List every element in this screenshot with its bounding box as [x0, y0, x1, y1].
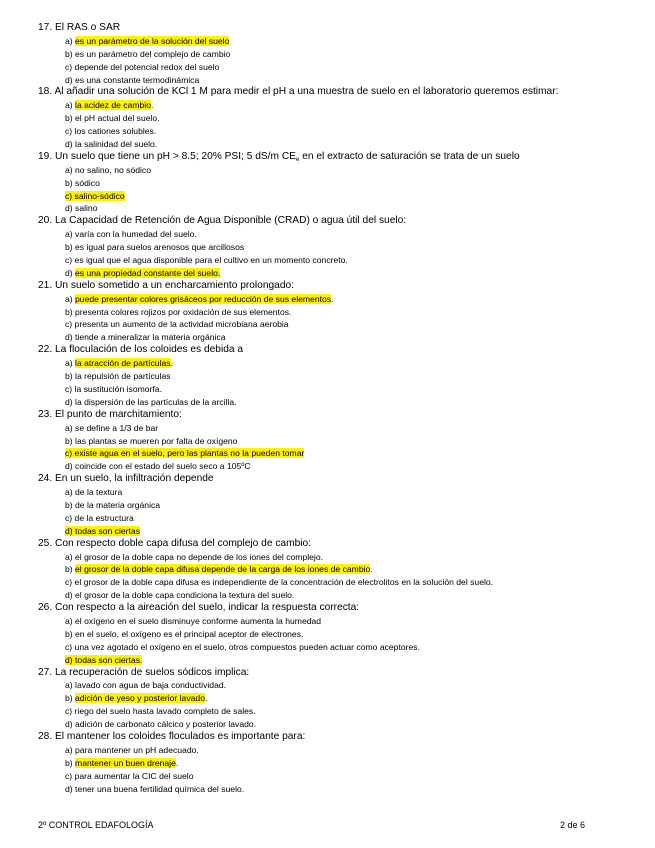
question-number: 23.: [38, 408, 53, 420]
option-letter: d): [65, 203, 76, 214]
answer-option: [38, 35, 638, 48]
option-letter: c): [65, 577, 75, 588]
option-letter: b): [65, 113, 76, 124]
answer-option: [38, 641, 638, 654]
option-text: de la estructura: [74, 512, 134, 523]
question-text: La Capacidad de Retención de Agua Disponible (CRAD) o agua útil del suelo:: [55, 215, 407, 227]
option-letter: a): [65, 100, 76, 111]
option-letter: c): [65, 319, 75, 330]
option-text: presenta colores rojizos por oxidación de sus elementos.: [75, 306, 292, 317]
question-20: [38, 215, 638, 279]
option-letter: a): [65, 487, 76, 498]
highlighted-correct-answer: d) todas son ciertas.: [65, 654, 143, 665]
option-letter: b): [65, 693, 76, 704]
option-text: para aumentar la CIC del suelo: [74, 770, 194, 781]
option-letter: c): [65, 641, 75, 652]
answer-option: [38, 435, 638, 448]
option-text: depende del potencial redox del suelo: [74, 61, 220, 72]
answer-option: [38, 112, 638, 125]
question-heading: [38, 409, 638, 422]
option-trailing-text: .: [170, 358, 173, 369]
question-23: [38, 409, 638, 473]
option-text: el pH actual del suelo.: [75, 113, 160, 124]
answer-option: [38, 628, 638, 641]
answer-option: [38, 757, 638, 770]
question-heading: [38, 667, 638, 680]
answer-option: [38, 383, 638, 396]
option-text: adición de carbonato cálcico y posterior lavado.: [75, 719, 257, 730]
highlighted-correct-answer: adición de yeso y posterior lavado: [75, 693, 205, 704]
answer-option: [38, 770, 638, 783]
question-heading: [38, 602, 638, 615]
option-letter: d): [65, 590, 76, 601]
answer-option: [38, 589, 638, 602]
answer-option: [38, 705, 638, 718]
question-text: Con respecto doble capa difusa del complejo de cambio:: [55, 537, 311, 549]
option-letter: b): [65, 371, 76, 382]
option-letter: a): [65, 744, 76, 755]
footer-course-title: 2º CONTROL EDAFOLOGÍA: [38, 820, 154, 830]
option-letter: d): [65, 74, 76, 85]
question-number: 25.: [38, 537, 53, 549]
question-28: [38, 731, 638, 795]
option-letter: d): [65, 783, 76, 794]
option-letter: b): [65, 306, 76, 317]
question-text-continued: en el extracto de saturación se trata de un suelo: [299, 150, 520, 162]
answer-option: [38, 422, 638, 435]
answer-option: [38, 692, 638, 705]
option-text: es un parámetro del complejo de cambio: [75, 48, 231, 59]
option-letter: d): [65, 332, 76, 343]
question-number: 22.: [38, 344, 53, 356]
option-letter: c): [65, 383, 75, 394]
option-letter: a): [65, 229, 76, 240]
option-text: de la materia orgánica: [75, 499, 161, 510]
option-text: de la textura: [75, 487, 123, 498]
question-list: [38, 22, 638, 795]
option-text: las plantas se mueren por falta de oxígeno: [75, 435, 238, 446]
question-17: [38, 22, 638, 86]
option-letter: b): [65, 177, 76, 188]
answer-option: [38, 254, 638, 267]
option-text: salino: [75, 203, 98, 214]
option-trailing-text: .: [370, 564, 373, 575]
option-text: presenta un aumento de la actividad microbiana aerobia: [74, 319, 289, 330]
question-25: [38, 538, 638, 602]
highlighted-correct-answer: c) salino-sódico: [65, 190, 125, 201]
answer-option: [38, 370, 638, 383]
option-text: la salinidad del suelo.: [75, 139, 158, 150]
option-letter: b): [65, 435, 76, 446]
option-text: riego del suelo hasta lavado completo de sales.: [74, 706, 256, 717]
option-letter: c): [65, 770, 75, 781]
answer-option: [38, 563, 638, 576]
question-text: El RAS o SAR: [55, 22, 121, 33]
answer-option: [38, 293, 638, 306]
answer-option: [38, 125, 638, 138]
option-text: es una constante termodinámica: [75, 74, 200, 85]
question-heading: [38, 473, 638, 486]
option-letter: b): [65, 48, 76, 59]
option-text: la sustitución isomorfa.: [74, 383, 162, 394]
option-letter: a): [65, 293, 76, 304]
option-text: no salino, no sódico: [75, 164, 151, 175]
footer-page-number: 2 de 6: [559, 820, 585, 830]
answer-option: [38, 267, 638, 280]
answer-option: [38, 48, 638, 61]
option-letter: d): [65, 396, 76, 407]
question-number: 21.: [38, 279, 53, 291]
answer-option: [38, 679, 638, 692]
option-text: los cationes solubles.: [74, 126, 157, 137]
option-text: varía con la humedad del suelo.: [75, 229, 197, 240]
answer-option: [38, 357, 638, 370]
question-text: En un suelo, la infiltración depende: [55, 473, 214, 485]
question-text: Un suelo sometido a un encharcamiento prolongado:: [55, 279, 295, 291]
option-letter: c): [65, 512, 75, 523]
option-letter: d): [65, 139, 76, 150]
option-text: la repulsión de partículas: [75, 371, 171, 382]
option-letter: c): [65, 61, 75, 72]
option-text: lavado con agua de baja conductividad.: [75, 680, 227, 691]
answer-option: [38, 241, 638, 254]
highlighted-correct-answer: d) todas son ciertas: [65, 525, 140, 536]
question-number: 24.: [38, 473, 53, 485]
option-trailing-text: .: [175, 757, 179, 768]
answer-option: [38, 331, 638, 344]
option-text: sódico: [75, 177, 100, 188]
answer-option: [38, 486, 638, 499]
answer-option: [38, 138, 638, 151]
answer-option: [38, 460, 638, 473]
answer-option: [38, 718, 638, 731]
option-trailing-text: .: [331, 293, 334, 304]
answer-option: [38, 164, 638, 177]
option-text: es igual que el agua disponible para el cultivo en un momento concreto.: [74, 255, 348, 266]
option-text: el oxígeno en el suelo disminuye conforme aumenta la humedad: [75, 615, 322, 626]
question-21: [38, 280, 638, 344]
question-text: Con respecto a la aireación del suelo, indicar la respuesta correcta:: [55, 602, 360, 614]
answer-option: [38, 190, 638, 203]
answer-option: [38, 99, 638, 112]
question-24: [38, 473, 638, 537]
highlighted-correct-answer: es un parámetro de la solución del suelo: [75, 35, 230, 46]
option-text: se define a 1/3 de bar: [75, 422, 159, 433]
option-letter: c): [65, 126, 75, 137]
question-number: 18.: [38, 86, 53, 98]
option-letter: a): [65, 551, 76, 562]
question-heading: [38, 280, 638, 293]
option-text: el grosor de la doble capa no depende de los iones del complejo.: [75, 551, 323, 562]
question-heading: [38, 731, 638, 744]
question-number: 28.: [38, 730, 53, 742]
highlighted-correct-answer: la acidez de cambio: [75, 100, 151, 111]
question-heading: [38, 215, 638, 228]
option-text: para mantener un pH adecuado.: [75, 744, 199, 755]
answer-option: [38, 615, 638, 628]
answer-option: [38, 576, 638, 589]
question-subscript: e: [295, 156, 300, 163]
option-text: una vez agotado el oxígeno en el suelo, otros compuestos pueden actuar como aceptores.: [74, 641, 420, 652]
question-text: La floculación de los coloides es debida a: [55, 344, 244, 356]
option-text: es igual para suelos arenosos que arcillosos: [75, 242, 245, 253]
highlighted-correct-answer: la atracción de partículas: [75, 358, 171, 369]
highlighted-correct-answer: mantener un buen drenaje: [75, 757, 176, 768]
option-text: el grosor de la doble capa condiciona la textura del suelo.: [75, 590, 295, 601]
question-number: 17.: [38, 22, 53, 33]
question-text: Un suelo que tiene un pH > 8.5; 20% PSI; 5 dS/m CE: [55, 150, 296, 162]
option-trailing-text: .: [204, 693, 208, 704]
question-22: [38, 344, 638, 408]
answer-option: [38, 306, 638, 319]
answer-option: [38, 177, 638, 190]
question-heading: [38, 151, 638, 164]
option-letter: b): [65, 564, 76, 575]
option-letter: d): [65, 719, 76, 730]
option-letter: c): [65, 255, 75, 266]
option-letter: b): [65, 242, 76, 253]
answer-option: [38, 396, 638, 409]
answer-option: [38, 61, 638, 74]
option-text: coincide con el estado del suelo seco a 105ºC: [75, 461, 251, 472]
question-heading: [38, 22, 638, 35]
answer-option: [38, 512, 638, 525]
question-number: 27.: [38, 666, 53, 678]
answer-option: [38, 499, 638, 512]
option-text: el grosor de la doble capa difusa es independiente de la concentración de electrolitos en la solución del suelo.: [74, 577, 494, 588]
highlighted-correct-answer: es una propiedad constante del suelo.: [75, 267, 221, 278]
answer-option: [38, 654, 638, 667]
question-26: [38, 602, 638, 666]
answer-option: [38, 318, 638, 331]
question-heading: [38, 344, 638, 357]
option-letter: a): [65, 680, 76, 691]
highlighted-correct-answer: el grosor de la doble capa difusa depende de la carga de los iones de cambio: [75, 564, 371, 575]
question-18: [38, 86, 638, 150]
question-number: 19.: [38, 150, 53, 162]
question-19: [38, 151, 638, 215]
question-text: La recuperación de suelos sódicos implica:: [55, 666, 250, 678]
option-letter: d): [65, 461, 76, 472]
question-heading: [38, 86, 638, 99]
option-letter: a): [65, 422, 76, 433]
option-text: tiende a mineralizar la materia orgánica: [75, 332, 226, 343]
highlighted-correct-answer: c) existe agua en el suelo, pero las plantas no la pueden tomar: [65, 448, 305, 459]
option-letter: c): [65, 706, 75, 717]
answer-option: [38, 228, 638, 241]
question-heading: [38, 538, 638, 551]
question-number: 20.: [38, 215, 53, 227]
question-text: Al añadir una solución de KCl 1 M para medir el pH a una muestra de suelo en el laboratorio queremos estimar:: [54, 86, 559, 98]
option-letter: a): [65, 615, 76, 626]
option-letter: d): [65, 267, 76, 278]
answer-option: [38, 74, 638, 87]
option-letter: b): [65, 499, 76, 510]
answer-option: [38, 783, 638, 796]
option-letter: a): [65, 35, 76, 46]
option-text: la dispersión de las partículas de la arcilla.: [75, 396, 237, 407]
option-letter: b): [65, 757, 76, 768]
highlighted-correct-answer: puede presentar colores grisáceos por reducción de sus elementos: [75, 293, 332, 304]
answer-option: [38, 551, 638, 564]
question-number: 26.: [38, 602, 53, 614]
question-text: El punto de marchitamiento:: [55, 408, 182, 420]
answer-option: [38, 447, 638, 460]
answer-option: [38, 202, 638, 215]
option-letter: b): [65, 628, 76, 639]
question-27: [38, 667, 638, 731]
answer-option: [38, 744, 638, 757]
option-text: en el suelo, el oxígeno es el principal aceptor de electrones.: [75, 628, 304, 639]
question-text: El mantener los coloides floculados es importante para:: [55, 730, 306, 742]
answer-option: [38, 525, 638, 538]
option-letter: a): [65, 358, 76, 369]
option-letter: a): [65, 164, 76, 175]
option-text: tener una buena fertilidad química del suelo.: [75, 783, 245, 794]
option-trailing-text: .: [151, 100, 154, 111]
